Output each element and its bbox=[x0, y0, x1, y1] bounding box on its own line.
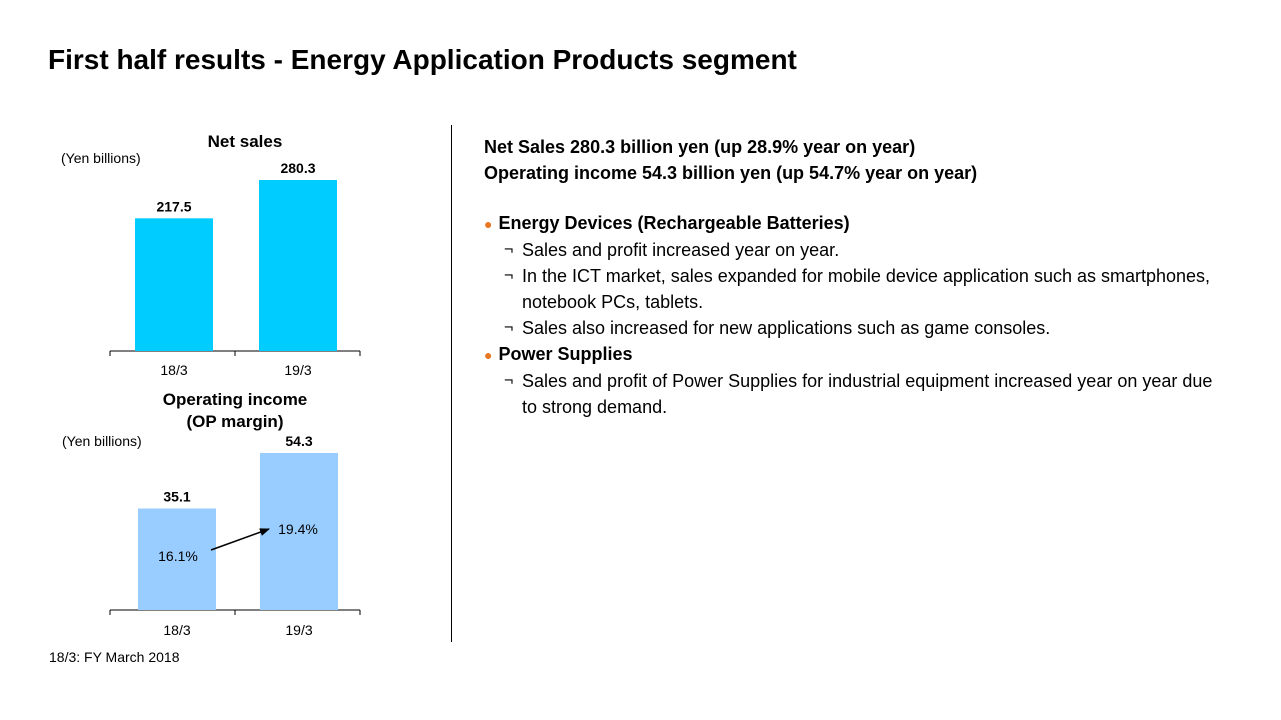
section-heading bbox=[484, 210, 1244, 237]
bar-value-label: 217.5 bbox=[156, 198, 192, 215]
op-margin-label: 16.1% bbox=[158, 548, 198, 564]
bar bbox=[135, 218, 213, 351]
x-tick-label: 18/3 bbox=[163, 622, 191, 638]
sub-bullet-icon: ¬ bbox=[504, 241, 514, 258]
bar-value-label: 35.1 bbox=[163, 488, 191, 505]
page-title: First half results - Energy Application Products segment bbox=[48, 44, 797, 75]
list-item-text: Sales and profit of Power Supplies for industrial equipment increased year on year due to strong demand. bbox=[522, 371, 1213, 417]
x-tick-label: 19/3 bbox=[284, 362, 312, 378]
net-sales-chart-title: Net sales bbox=[207, 132, 283, 151]
op-income-chart-title-line1: Operating income bbox=[162, 390, 308, 409]
sub-bullet-icon: ¬ bbox=[504, 267, 514, 284]
bullet-icon: ● bbox=[484, 216, 493, 232]
list-item bbox=[484, 315, 1222, 341]
list-item-text: In the ICT market, sales expanded for mobile device application such as smartphones, notebook PCs, tablets. bbox=[522, 266, 1211, 312]
section-heading bbox=[484, 341, 1244, 368]
list-item bbox=[484, 237, 1222, 263]
net-sales-chart bbox=[100, 150, 370, 380]
x-tick-label: 18/3 bbox=[160, 362, 188, 378]
list-item-text: Sales and profit increased year on year. bbox=[522, 240, 840, 260]
op-margin-label: 19.4% bbox=[278, 521, 318, 537]
op-income-chart-title bbox=[140, 389, 330, 433]
sub-bullet-icon: ¬ bbox=[504, 319, 514, 336]
section-heading-text: Power Supplies bbox=[498, 344, 633, 364]
list-item bbox=[484, 368, 1222, 420]
bar bbox=[259, 180, 337, 351]
section-power-supplies bbox=[484, 341, 1244, 420]
summary-operating-income: Operating income 54.3 billion yen (up 54.7% year on year) bbox=[484, 163, 978, 183]
net-sales-unit-label: (Yen billions) bbox=[61, 150, 141, 166]
bar-value-label: 54.3 bbox=[285, 433, 313, 449]
bullet-icon: ● bbox=[484, 347, 493, 363]
summary-net-sales: Net Sales 280.3 billion yen (up 28.9% year on year) bbox=[484, 137, 916, 157]
summary-panel bbox=[484, 134, 1244, 420]
list-item bbox=[484, 263, 1222, 315]
op-income-unit-label: (Yen billions) bbox=[62, 433, 142, 449]
list-item-text: Sales also increased for new applications such as game consoles. bbox=[522, 318, 1051, 338]
footnote: 18/3: FY March 2018 bbox=[49, 649, 180, 665]
x-tick-label: 19/3 bbox=[285, 622, 313, 638]
vertical-divider bbox=[451, 125, 452, 642]
bar-value-label: 280.3 bbox=[280, 160, 316, 176]
sub-bullet-icon: ¬ bbox=[504, 372, 514, 389]
section-energy-devices bbox=[484, 210, 1244, 341]
op-income-chart-title-line2: (OP margin) bbox=[186, 412, 284, 431]
section-heading-text: Energy Devices (Rechargeable Batteries) bbox=[498, 213, 850, 233]
